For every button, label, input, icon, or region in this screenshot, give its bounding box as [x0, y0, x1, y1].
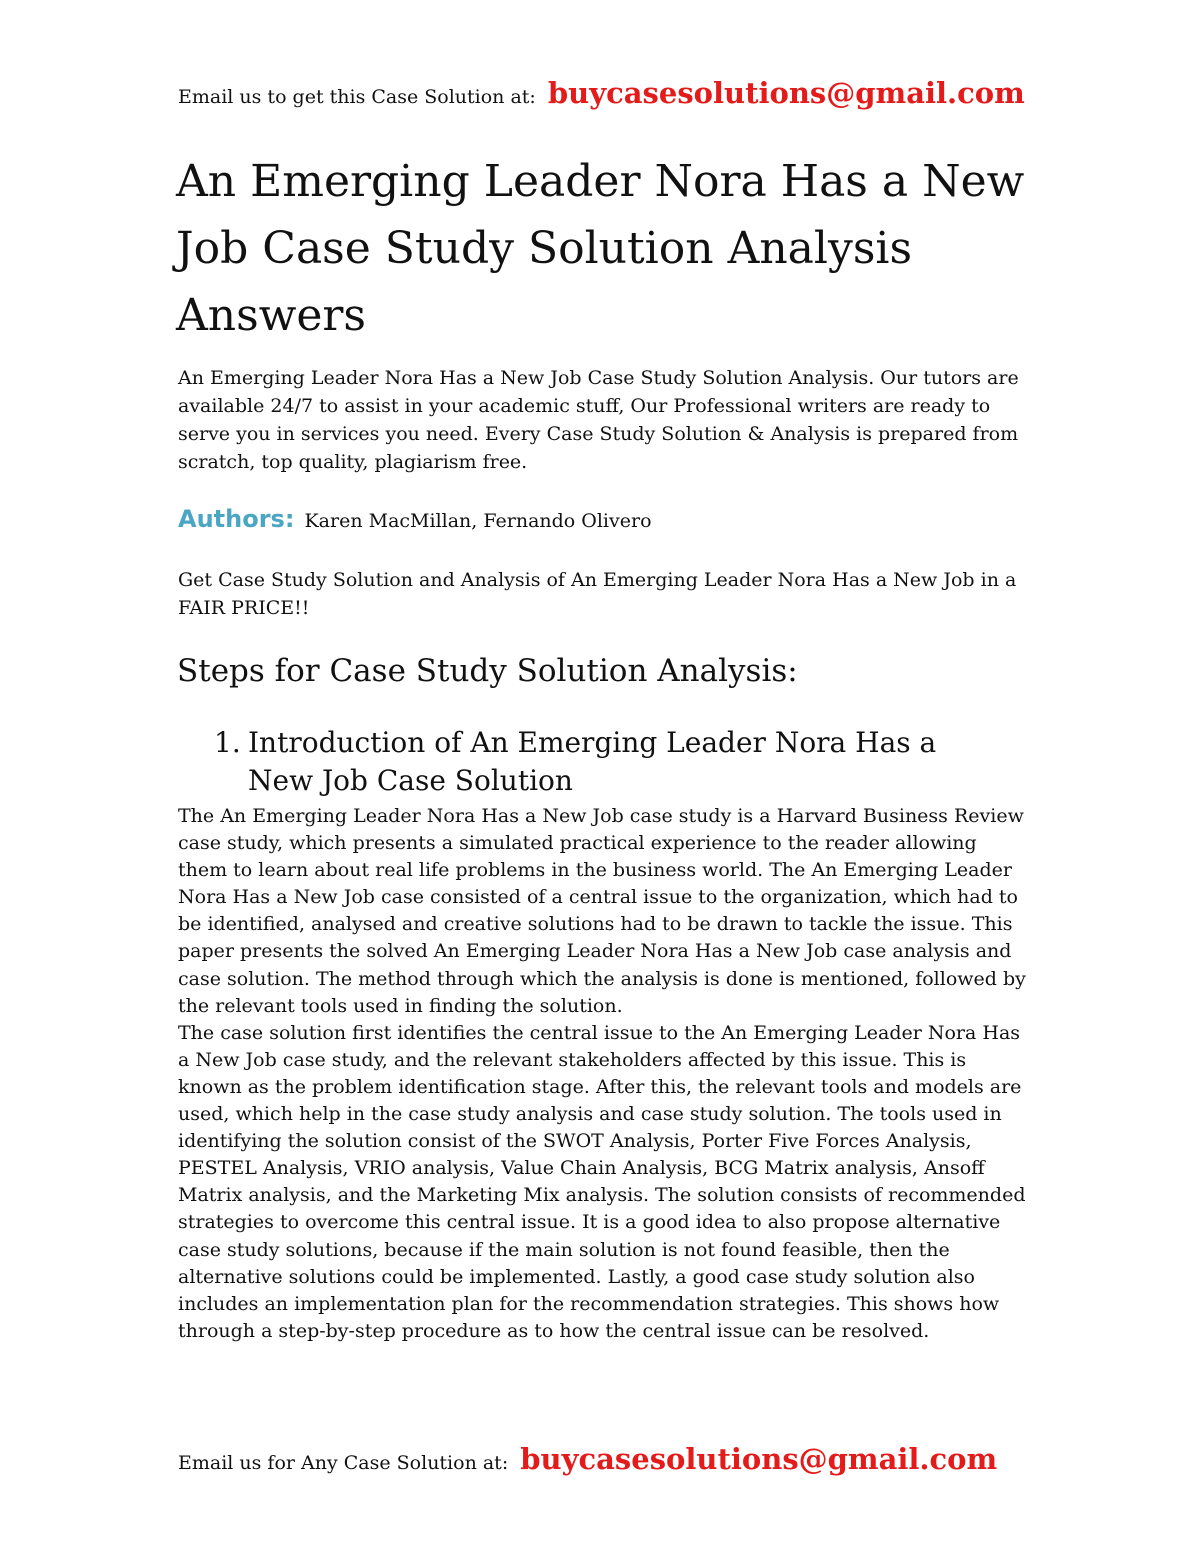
body-paragraph-2: The case solution first identifies the central issue to the An Emerging Leader Nora Has a New Job case study, and the relevant stakeholders affected by this issue. This is known as the problem identification stage. After this, the relevant tools and models are used, which help in the case study analysis and case study solution. The tools used in identifying the solution consist of the SWOT Analysis, Porter Five Forces Analysis, PESTEL Analysis, VRIO analysis, Value Chain Analysis, BCG Matrix analysis, Ansoff Matrix analysis, and the Marketing Mix analysis. The solution consists of recommended strategies to overcome this central issue. It is a good idea to also propose alternative case study solutions, because if the main solution is not found feasible, then the alternative solutions could be implemented. Lastly, a good case study solution also includes an implementation plan for the recommendation strategies. This shows how through a step-by-step procedure as to how the central issue can be resolved. — [178, 1021, 1026, 1342]
body-paragraph-1: The An Emerging Leader Nora Has a New Job case study is a Harvard Business Review case study, which presents a simulated practical experience to the reader allowing them to learn about real life problems in the business world. The An Emerging Leader Nora Has a New Job case consisted of a central issue to the organization, which had to be identified, analysed and creative solutions had to be drawn to tackle the issue. This paper presents the solved An Emerging Leader Nora Has a New Job case analysis and case solution. The method through which the analysis is done is mentioned, followed by the relevant tools used in finding the solution. — [178, 805, 1026, 1017]
authors-names: Karen MacMillan, Fernando Olivero — [304, 510, 652, 532]
intro-paragraph: An Emerging Leader Nora Has a New Job Case Study Solution Analysis. Our tutors are available 24/7 to assist in your academic stuff, Our Professional writers are ready to serve you in services you need. Every Case Study Solution & Analysis is prepared from scratch, top quality, plagiarism free. — [178, 367, 1019, 473]
footer-email-prefix: Email us for Any Case Solution at: — [178, 1452, 509, 1474]
introduction-body — [178, 803, 1028, 1345]
header-email-prefix: Email us to get this Case Solution at: — [178, 86, 536, 108]
fair-price-paragraph: Get Case Study Solution and Analysis of An Emerging Leader Nora Has a New Job in a FAIR PRICE!! — [178, 569, 1017, 619]
page-title: An Emerging Leader Nora Has a New Job Case Study Solution Analysis Answers — [176, 156, 1025, 341]
authors-label: Authors: — [178, 505, 295, 533]
steps-heading: Steps for Case Study Solution Analysis: — [177, 653, 798, 689]
authors-line — [178, 502, 652, 538]
footer-email-line — [178, 1442, 997, 1476]
footer-email-link[interactable]: buycasesolutions@gmail.com — [520, 1442, 998, 1476]
step-1-title: Introduction of An Emerging Leader Nora Has a New Job Case Solution — [248, 726, 937, 797]
header-email-line — [178, 76, 1025, 110]
step-1-number: 1. — [214, 726, 241, 759]
header-email-link[interactable]: buycasesolutions@gmail.com — [547, 76, 1025, 110]
step-1-heading — [214, 724, 1014, 800]
